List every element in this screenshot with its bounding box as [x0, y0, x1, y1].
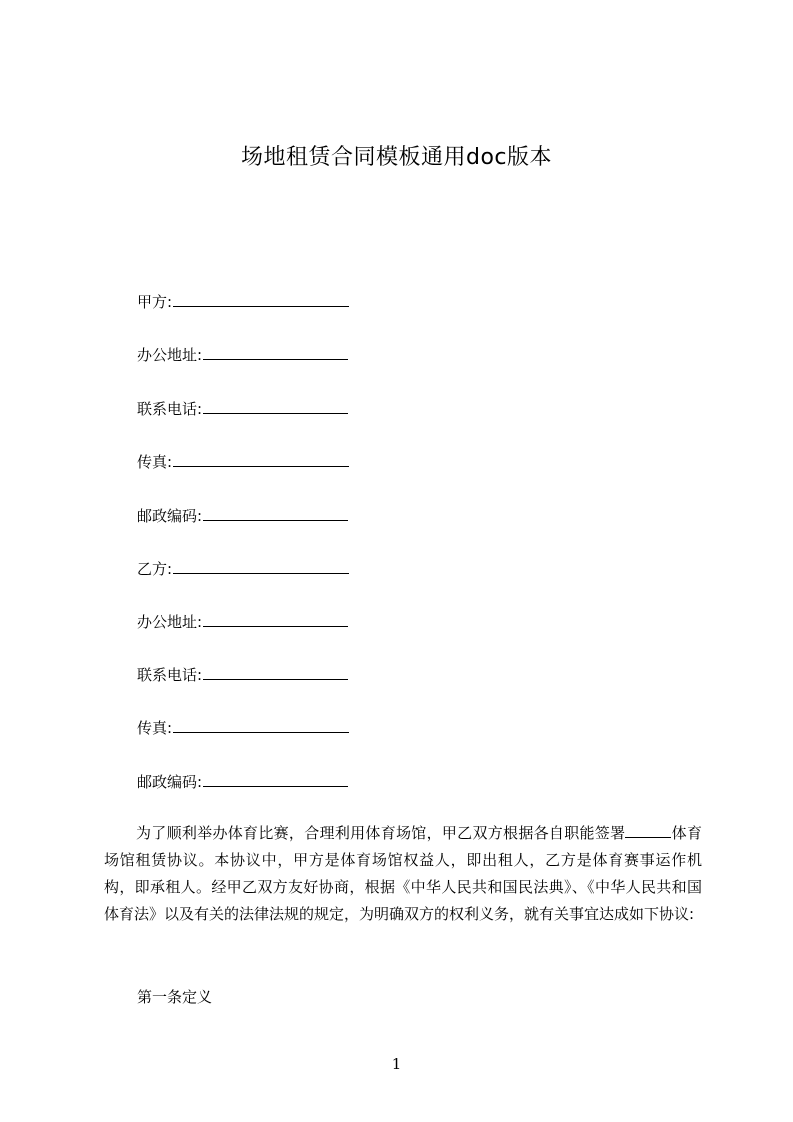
- intro-text-end: 体育场馆租赁协议。本协议中，甲方是体育场馆权益人，即出租人，乙方是体育赛事运作机构，即承租人。经甲乙双方友好协商，根据《中华人民共和国民法典》、《中华人民共和国体育法》以及有关的法律法规的规定，为明确双方的权利义务，就有关事宜达成如下协议:: [104, 824, 702, 923]
- party-b-phone-field: [137, 665, 348, 685]
- field-label: 邮政编码:: [137, 507, 203, 525]
- field-label: 甲方:: [137, 293, 173, 311]
- fill-blank: [173, 452, 349, 467]
- field-label: 联系电话:: [137, 666, 203, 684]
- fill-blank: [203, 345, 348, 360]
- article-heading: 第一条定义: [137, 988, 213, 1006]
- party-a-fax-field: [137, 452, 349, 472]
- fill-blank: [203, 665, 348, 680]
- party-a-phone-field: [137, 399, 348, 419]
- field-label: 联系电话:: [137, 400, 203, 418]
- intro-text-start: 为了顺利举办体育比赛，合理利用体育场馆，甲乙双方根据各自职能签署: [136, 824, 626, 842]
- field-label: 传真:: [137, 453, 173, 471]
- party-a-postcode-field: [137, 506, 348, 526]
- party-a-field: [137, 292, 349, 312]
- party-b-address-field: [137, 612, 348, 632]
- fill-blank: [173, 292, 349, 307]
- agreement-name-blank: [625, 823, 671, 838]
- field-label: 办公地址:: [137, 346, 203, 364]
- party-b-fax-field: [137, 718, 349, 738]
- fill-blank: [203, 506, 348, 521]
- fill-blank: [173, 559, 349, 574]
- party-b-field: [137, 559, 349, 579]
- fill-blank: [203, 399, 348, 414]
- page-number: 1: [391, 1055, 402, 1073]
- intro-paragraph: [104, 820, 702, 928]
- fill-blank: [203, 612, 348, 627]
- document-title: 场地租赁合同模板通用doc版本: [240, 145, 553, 170]
- field-label: 乙方:: [137, 560, 173, 578]
- party-a-address-field: [137, 345, 348, 365]
- fill-blank: [203, 772, 348, 787]
- field-label: 办公地址:: [137, 613, 203, 631]
- field-label: 邮政编码:: [137, 773, 203, 791]
- field-label: 传真:: [137, 719, 173, 737]
- party-b-postcode-field: [137, 772, 348, 792]
- fill-blank: [173, 718, 349, 733]
